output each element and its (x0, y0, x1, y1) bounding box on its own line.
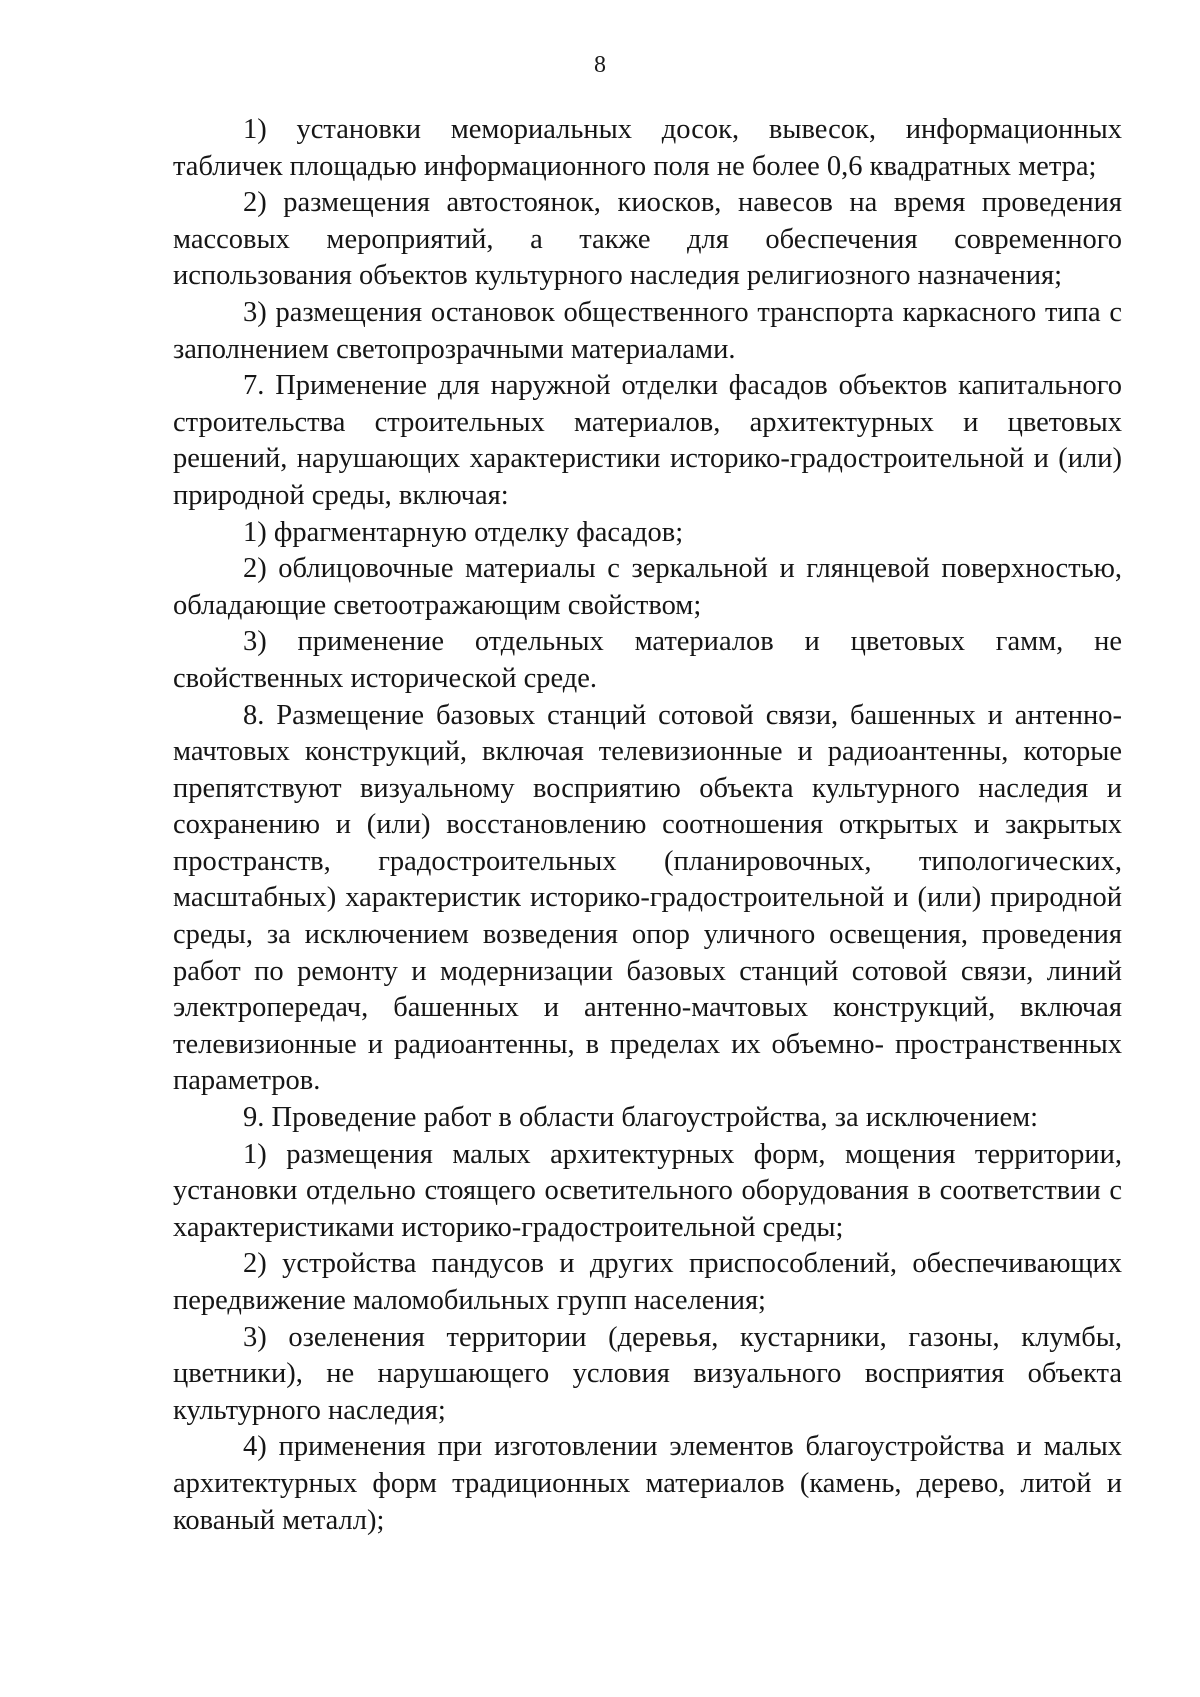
paragraph: 1) фрагментарную отделку фасадов; (243, 516, 684, 548)
paragraph: 2) размещения автостоянок, киосков, навесов на время проведения массовых мероприятий, а также для обеспечения современного использования объектов культурного наследия религиозного назначения; (173, 187, 1122, 292)
paragraph: 4) применения при изготовлении элементов благоустройства и малых архитектурных форм традиционных материалов (камень, дерево, литой и кованый металл); (173, 1431, 1122, 1536)
paragraph: 1) установки мемориальных досок, вывесок, информационных табличек площадью информационного поля не более 0,6 квадратных метра; (173, 114, 1122, 182)
paragraph: 8. Размещение базовых станций сотовой связи, башенных и антенно-мачтовых конструкций, включая телевизионные и радиоантенны, которые препятствуют визуальному восприятию объекта культурного наследия и сохранению и (или) восстановлению соотношения открытых и закрытых пространств, градостроительных (планировочных, типологических, масштабных) характеристик историко-градостроительной и (или) природной среды, за исключением возведения опор уличного освещения, проведения работ по ремонту и модернизации базовых станций сотовой связи, линий электропередач, башенных и антенно-мачтовых конструкций, включая телевизионные и радиоантенны, в пределах их объемно- пространственных параметров. (173, 699, 1122, 1097)
paragraph: 3) применение отдельных материалов и цветовых гамм, не свойственных исторической среде. (173, 626, 1122, 694)
paragraph: 2) устройства пандусов и других приспособлений, обеспечивающих передвижение маломобильных групп населения; (173, 1248, 1122, 1316)
paragraph: 9. Проведение работ в области благоустройства, за исключением: (243, 1102, 1039, 1134)
paragraph: 2) облицовочные материалы с зеркальной и глянцевой поверхностью, обладающие светоотражающим свойством; (173, 553, 1122, 621)
page-number: 8 (594, 52, 606, 78)
paragraph: 1) размещения малых архитектурных форм, мощения территории, установки отдельно стоящего осветительного оборудования в соответствии с характеристиками историко-градостроительной среды; (173, 1138, 1122, 1243)
paragraph: 7. Применение для наружной отделки фасадов объектов капитального строительства строительных материалов, архитектурных и цветовых решений, нарушающих характеристики историко-градостроительной и (или) природной среды, включая: (173, 370, 1122, 511)
paragraph: 3) размещения остановок общественного транспорта каркасного типа с заполнением светопрозрачными материалами. (173, 296, 1122, 365)
paragraph: 3) озеленения территории (деревья, кустарники, газоны, клумбы, цветники), не нарушающего условия визуального восприятия объекта культурного наследия; (173, 1321, 1122, 1426)
document-body (173, 112, 1122, 1539)
